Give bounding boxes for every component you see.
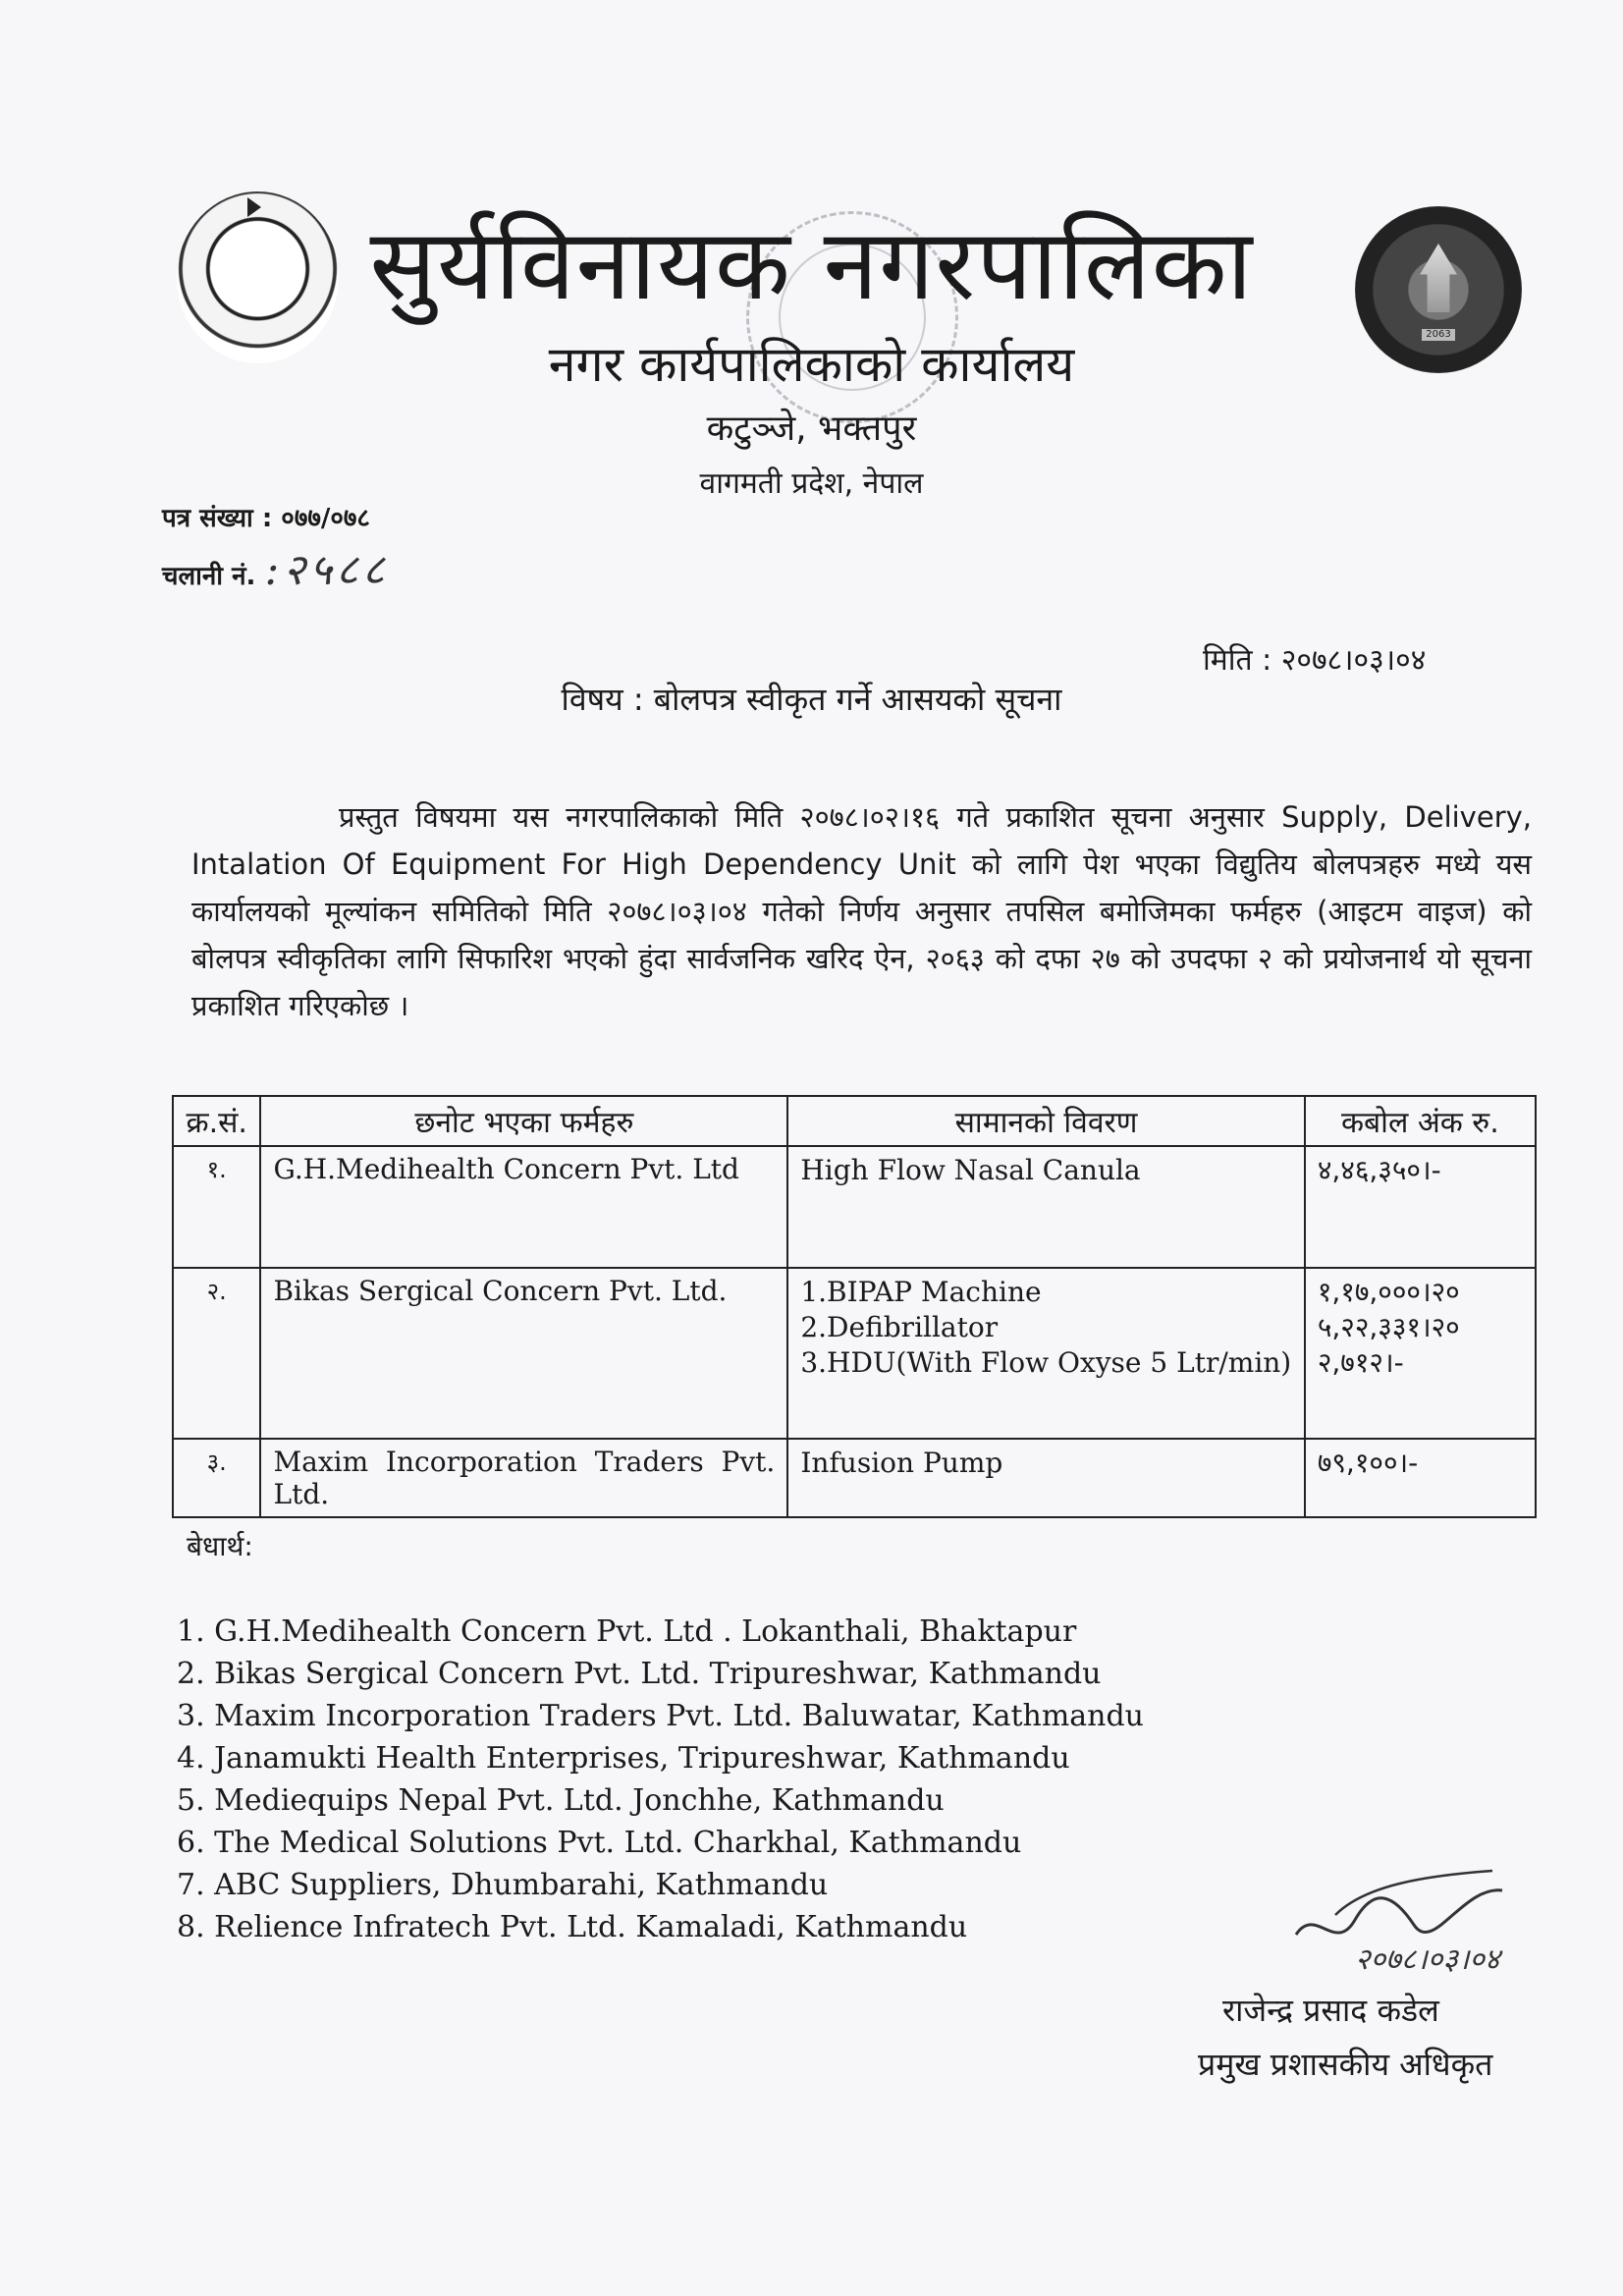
header-amount: कबोल अंक रु. [1305, 1096, 1536, 1146]
dispatch-number-label: चलानी नं. [162, 562, 256, 591]
dispatch-number [162, 538, 389, 597]
amount-line: ७९,१००।- [1317, 1447, 1419, 1479]
table-row [173, 1146, 1536, 1268]
cc-list [177, 1611, 1144, 1948]
header-serial: क्र.सं. [173, 1096, 260, 1146]
selected-bids-table [172, 1095, 1537, 1518]
list-item: 7. ABC Suppliers, Dhumbarahi, Kathmandu [177, 1868, 829, 1902]
list-item: 8. Relience Infratech Pvt. Ltd. Kamaladi, Kathmandu [177, 1910, 968, 1944]
signature-date: २०७८।०३।०४ [1355, 1942, 1500, 1977]
letter-number-label: पत्र संख्या [162, 504, 253, 533]
amount-line: ५,२२,३३१।२० [1317, 1311, 1460, 1343]
amount-cell [1305, 1146, 1536, 1268]
table-row [173, 1439, 1536, 1517]
header-firm: छनोट भएका फर्महरु [260, 1096, 787, 1146]
table-header-row [173, 1096, 1536, 1146]
municipality-title: सुर्यविनायक नगरपालिका [369, 207, 1254, 322]
firm-cell: Bikas Sergical Concern Pvt. Ltd. [260, 1268, 787, 1439]
list-item: 3. Maxim Incorporation Traders Pvt. Ltd. Baluwatar, Kathmandu [177, 1699, 1145, 1733]
list-item: 2. Bikas Sergical Concern Pvt. Ltd. Tripureshwar, Kathmandu [177, 1657, 1102, 1691]
table-row [173, 1268, 1536, 1439]
serial-cell: ३. [173, 1439, 260, 1517]
amount-cell [1305, 1439, 1536, 1517]
notice-subject: विषय : बोलपत्र स्वीकृत गर्ने आसयको सूचना [561, 681, 1062, 718]
notice-date: मिति : २०७८।०३।०४ [1203, 643, 1427, 678]
item-line: Infusion Pump [800, 1447, 1003, 1479]
items-cell [787, 1146, 1304, 1268]
item-line: 2.Defibrillator [800, 1311, 999, 1343]
list-item: 6. The Medical Solutions Pvt. Ltd. Charkhal, Kathmandu [177, 1826, 1022, 1860]
letter-number-value: : ०७७/०७८ [261, 504, 370, 533]
list-item: 1. G.H.Medihealth Concern Pvt. Ltd . Lokanthali, Bhaktapur [177, 1614, 1077, 1649]
amount-cell [1305, 1268, 1536, 1439]
firm-cell: Maxim Incorporation Traders Pvt. Ltd. [260, 1439, 787, 1517]
logo-year: 2063 [1422, 329, 1455, 341]
item-line: High Flow Nasal Canula [800, 1154, 1141, 1186]
letter-number [162, 499, 370, 534]
header-items: सामानको विवरण [787, 1096, 1304, 1146]
signatory-title: प्रमुख प्रशासकीय अधिकृत [1198, 2046, 1493, 2083]
items-cell [787, 1439, 1304, 1517]
list-item: 5. Mediequips Nepal Pvt. Ltd. Jonchhe, Kathmandu [177, 1783, 945, 1818]
office-subtitle: नगर कार्यपालिकाको कार्यालय [548, 336, 1075, 393]
item-line: 3.HDU(With Flow Oxyse 5 Ltr/min) [800, 1346, 1292, 1379]
amount-line: १,१७,०००।२० [1317, 1276, 1460, 1308]
office-province: वागमती प्रदेश, नेपाल [699, 466, 924, 501]
items-cell [787, 1268, 1304, 1439]
item-line: 1.BIPAP Machine [800, 1276, 1042, 1308]
serial-cell: १. [173, 1146, 260, 1268]
dispatch-number-value: :२५८८ [264, 545, 389, 595]
signatory-name: राजेन्द्र प्रसाद कडेल [1222, 1992, 1439, 2029]
notice-body: प्रस्तुत विषयमा यस नगरपालिकाको मिति २०७८।०२।१६ गते प्रकाशित सूचना अनुसार Supply, Delivery, Intalation Of Equipment For High Dependency Unit को लागि पेश भएका विद्युतिय बोलपत्रहरु मध्ये यस कार्यालयको मूल्यांकन समितिको मिति २०७८।०३।०४ गतेको निर्णय अनुसार तपसिल बमोजिमका फर्महरु (आइटम वाइज) को बोलपत्र स्वीकृतिका लागि सिफारिश भएको हुंदा सार्वजनिक खरिद ऐन, २०६३ को दफा २७ को उपदफा २ को प्रयोजनार्थ यो सूचना प्रकाशित गरिएकोछ । [191, 800, 1532, 1022]
amount-line: २,७१२।- [1317, 1346, 1404, 1379]
firm-cell: G.H.Medihealth Concern Pvt. Ltd [260, 1146, 787, 1268]
handwritten-signature [1276, 1866, 1532, 1984]
cc-label: बेधार्थ: [187, 1530, 253, 1562]
office-location: कटुञ्जे, भक्तपुर [706, 409, 917, 449]
list-item: 4. Janamukti Health Enterprises, Tripureshwar, Kathmandu [177, 1741, 1070, 1776]
amount-line: ४,४६,३५०।- [1317, 1154, 1441, 1186]
serial-cell: २. [173, 1268, 260, 1439]
